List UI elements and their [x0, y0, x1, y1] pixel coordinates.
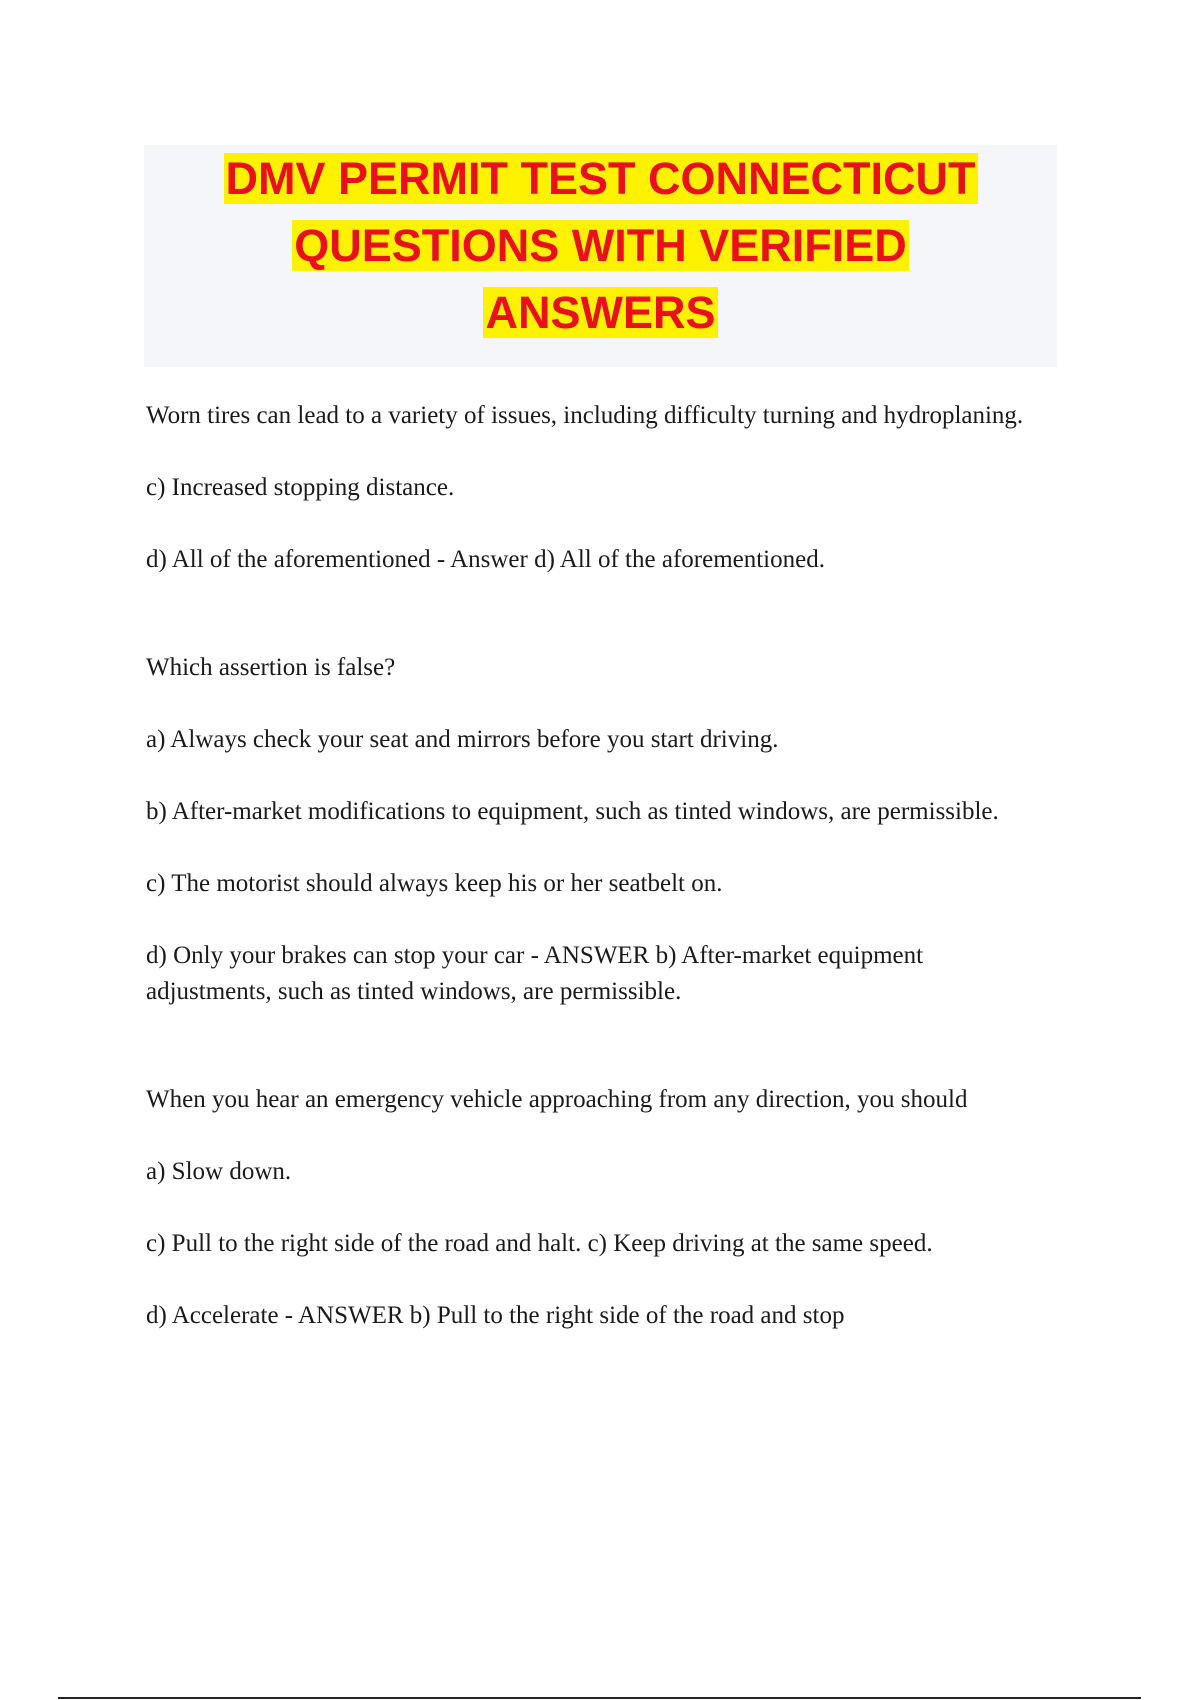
answer-option: c) The motorist should always keep his or her seatbelt on.: [146, 870, 723, 897]
answer-option: d) All of the aforementioned - Answer d) All of the aforementioned.: [146, 546, 825, 573]
question-text: Which assertion is false?: [146, 654, 396, 681]
title-line-3: ANSWERS: [485, 287, 716, 338]
answer-option: b) After-market modifications to equipment, such as tinted windows, are permissible.: [146, 798, 999, 825]
answer-option: a) Always check your seat and mirrors before you start driving.: [146, 726, 779, 753]
question-spacer: [146, 1046, 1046, 1082]
question-block-2: [146, 650, 1046, 1010]
title-line-2: QUESTIONS WITH VERIFIED: [294, 220, 907, 271]
title-line-1: DMV PERMIT TEST CONNECTICUT: [225, 153, 976, 204]
title-banner: [144, 145, 1057, 367]
answer-option: d) Accelerate - ANSWER b) Pull to the right side of the road and stop: [146, 1302, 845, 1329]
question-text: Worn tires can lead to a variety of issues, including difficulty turning and hydroplaning.: [146, 402, 1024, 429]
answer-option: d) Only your brakes can stop your car - ANSWER b) After-market equipment adjustments, such as tinted windows, are permissible.: [146, 942, 924, 1005]
document-body: [146, 398, 1046, 1370]
page-bottom-rule: [58, 1697, 1141, 1699]
question-block-1: [146, 398, 1046, 578]
question-block-3: [146, 1082, 1046, 1334]
question-spacer: [146, 614, 1046, 650]
answer-option: c) Pull to the right side of the road and halt. c) Keep driving at the same speed.: [146, 1230, 933, 1257]
answer-option: c) Increased stopping distance.: [146, 474, 455, 501]
question-text: When you hear an emergency vehicle approaching from any direction, you should: [146, 1086, 968, 1113]
answer-option: a) Slow down.: [146, 1158, 292, 1185]
